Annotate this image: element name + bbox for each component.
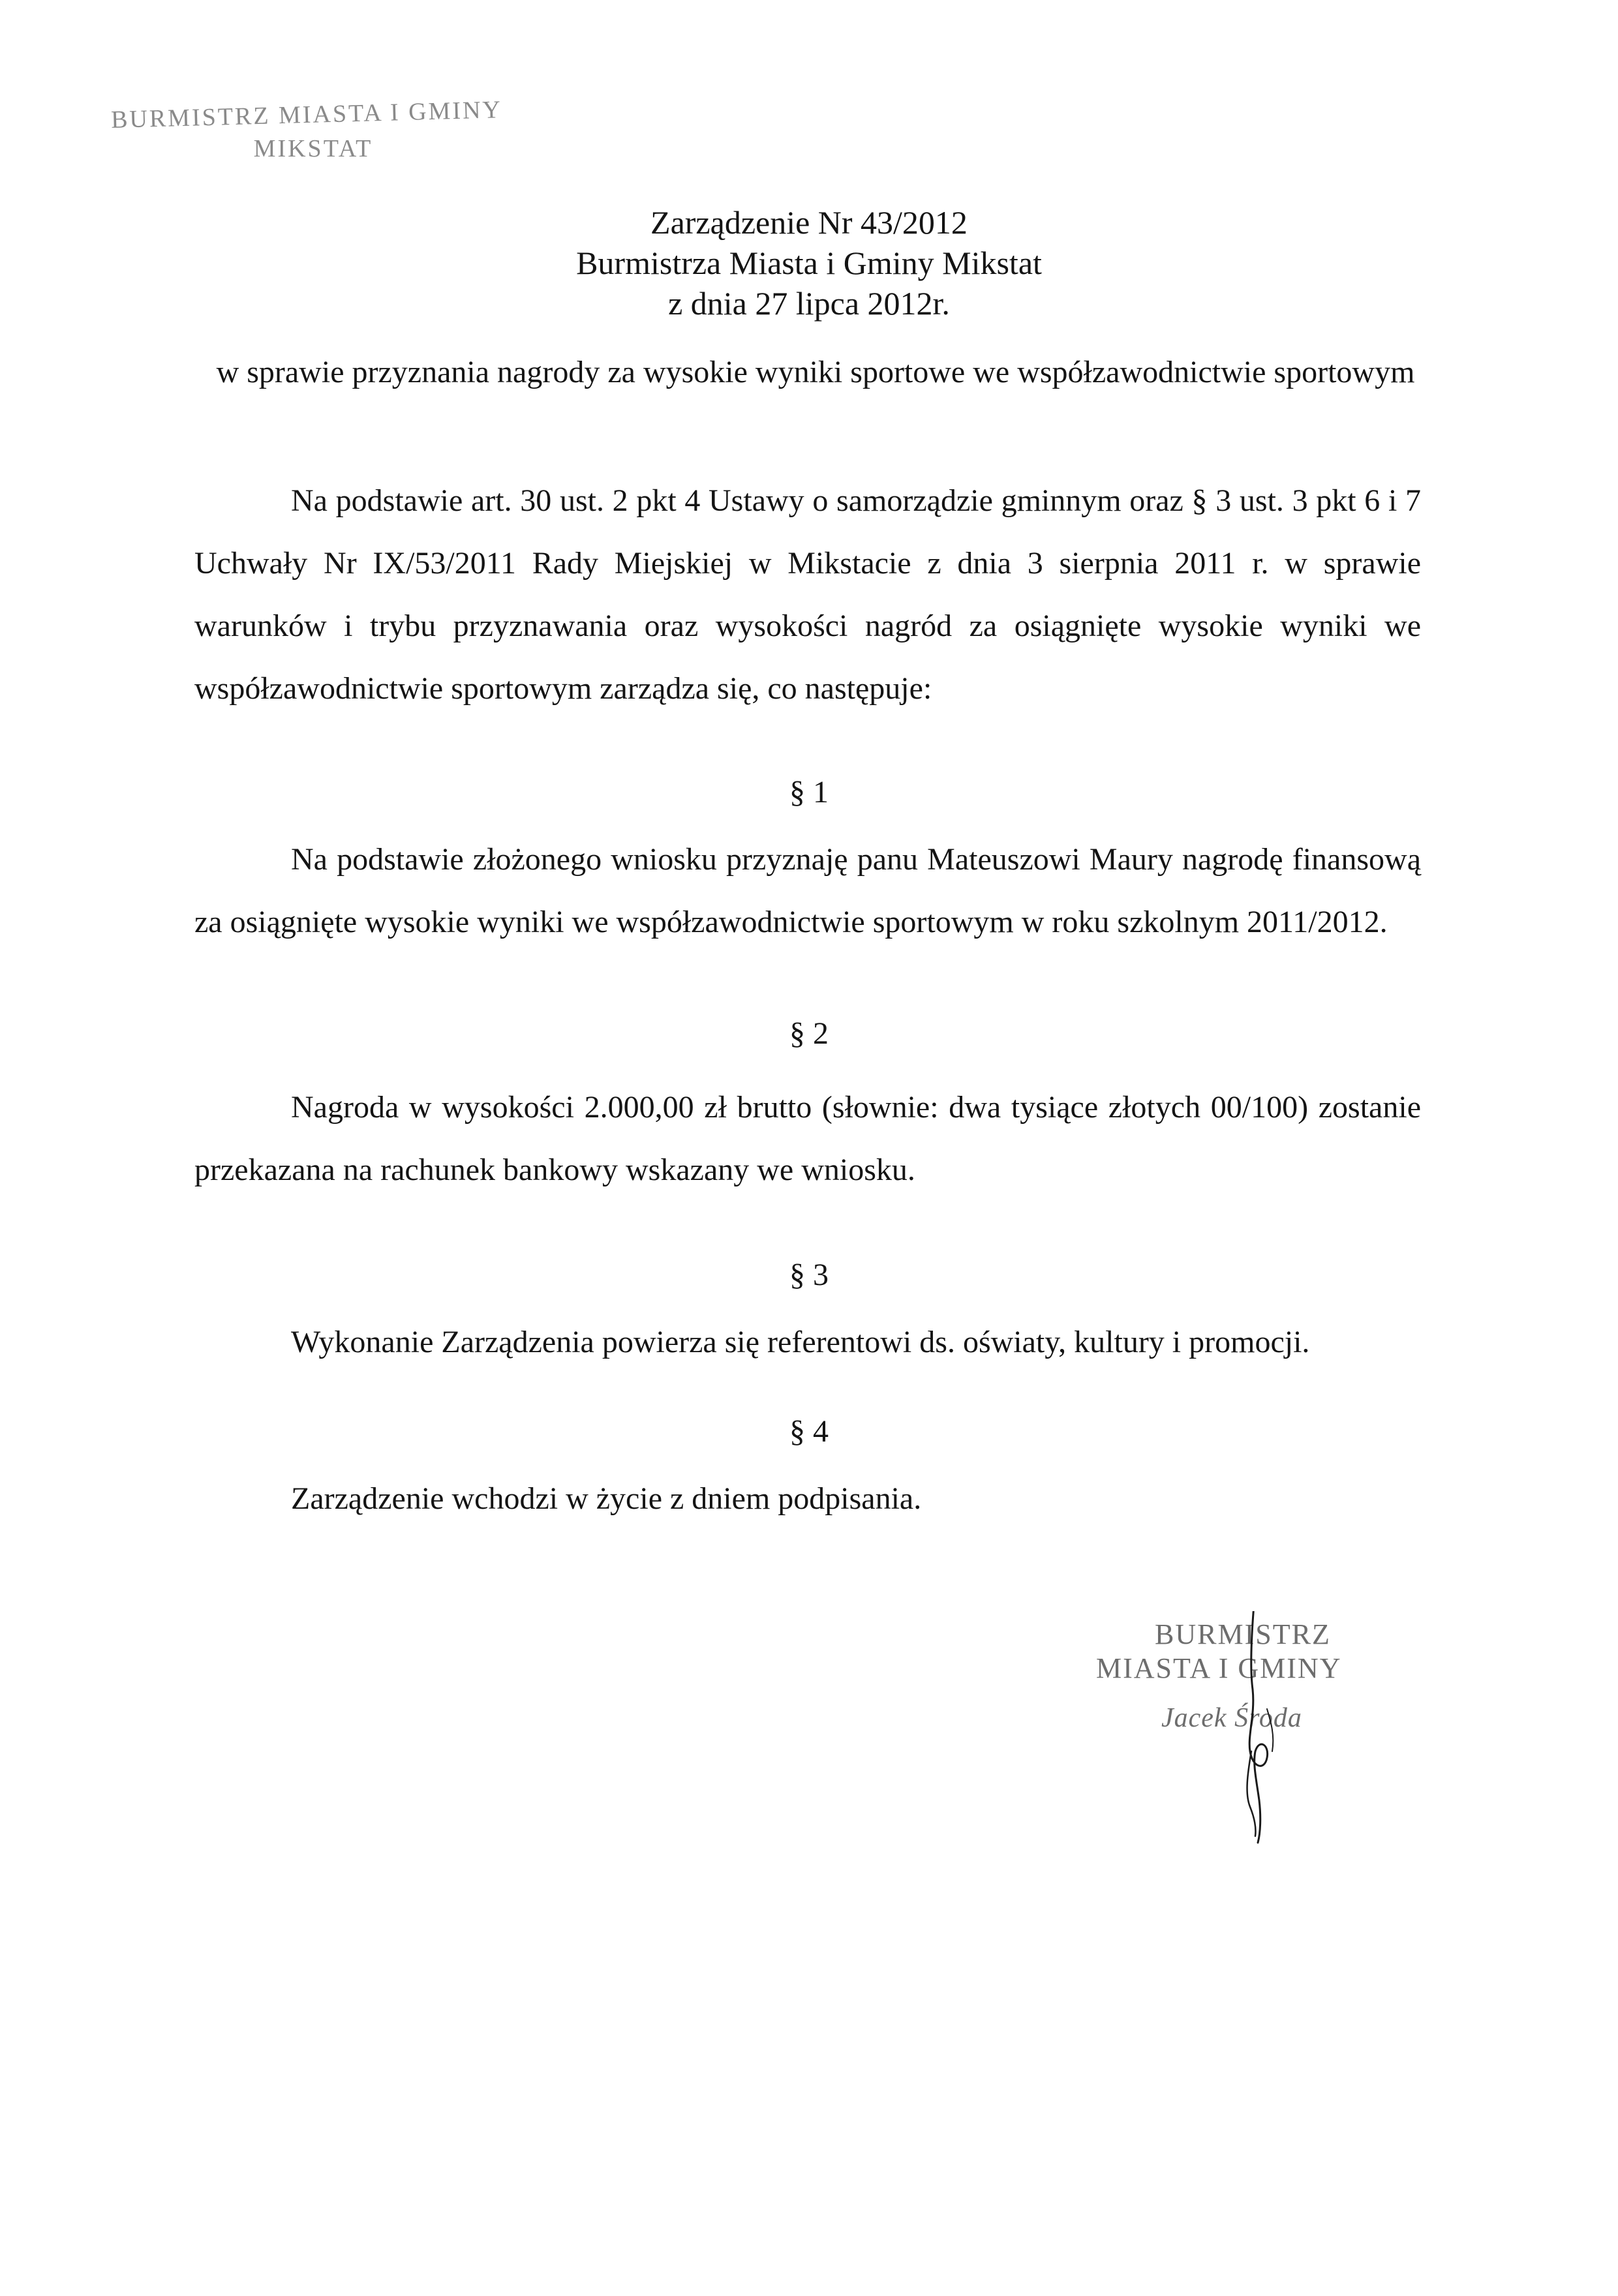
section-1-mark: § 1 xyxy=(789,775,829,809)
document-subject: w sprawie przyznania nagrody za wysokie wyniki sportowe we współzawodnictwie sportowym xyxy=(216,355,1415,389)
stamp-line-1: BURMISTRZ MIASTA I GMINY xyxy=(110,96,503,134)
signature-stamp-line-2: MIASTA I GMINY xyxy=(1096,1652,1342,1684)
title-line-2: Burmistrza Miasta i Gminy Mikstat xyxy=(576,245,1042,281)
signature-stamp xyxy=(1096,1611,1435,1846)
legal-basis-text: Na podstawie art. 30 ust. 2 pkt 4 Ustawy o samorządzie gminnym oraz § 3 ust. 3 pkt 6 i 7 Uchwały Nr IX/53/2011 Rady Miejskiej w Mikstacie z dnia 3 sierpnia 2011 r. w sprawie warunków i trybu przyznawania oraz wysokości nagród za osiągnięte wysokie wyniki we współzawodnictwie sportowym zarządza się, co następuje: xyxy=(194,483,1421,706)
section-2-paragraph xyxy=(194,1076,1421,1201)
section-1-text: Na podstawie złożonego wniosku przyznaję panu Mateuszowi Maury nagrodę finansową za osiągnięte wysokie wyniki we współzawodnictwie sportowym w roku szkolnym 2011/2012. xyxy=(194,842,1421,939)
title-line-1: Zarządzenie Nr 43/2012 xyxy=(650,204,968,241)
section-3-mark: § 3 xyxy=(789,1258,829,1292)
office-stamp xyxy=(110,96,528,166)
handwritten-signature-icon xyxy=(1096,1611,1435,1846)
section-2-text: Nagroda w wysokości 2.000,00 zł brutto (słownie: dwa tysiące złotych 00/100) zostanie przekazana na rachunek bankowy wskazany we wniosku. xyxy=(194,1090,1421,1187)
title-line-3: z dnia 27 lipca 2012r. xyxy=(668,285,950,322)
signature-stamp-line-1: BURMISTRZ xyxy=(1155,1618,1331,1650)
section-4-mark: § 4 xyxy=(789,1414,829,1449)
section-4-paragraph xyxy=(194,1468,1421,1530)
legal-basis-paragraph xyxy=(194,470,1421,720)
document-title xyxy=(0,202,1618,324)
section-4-text: Zarządzenie wchodzi w życie z dniem podpisania. xyxy=(291,1481,922,1516)
section-1-paragraph xyxy=(194,828,1421,954)
section-2-mark: § 2 xyxy=(789,1016,829,1051)
stamp-line-2: MIKSTAT xyxy=(253,135,373,162)
section-3-paragraph xyxy=(194,1311,1421,1374)
section-3-text: Wykonanie Zarządzenia powierza się referentowi ds. oświaty, kultury i promocji. xyxy=(291,1325,1310,1359)
signature-stamp-name: Jacek Środa xyxy=(1161,1703,1302,1733)
